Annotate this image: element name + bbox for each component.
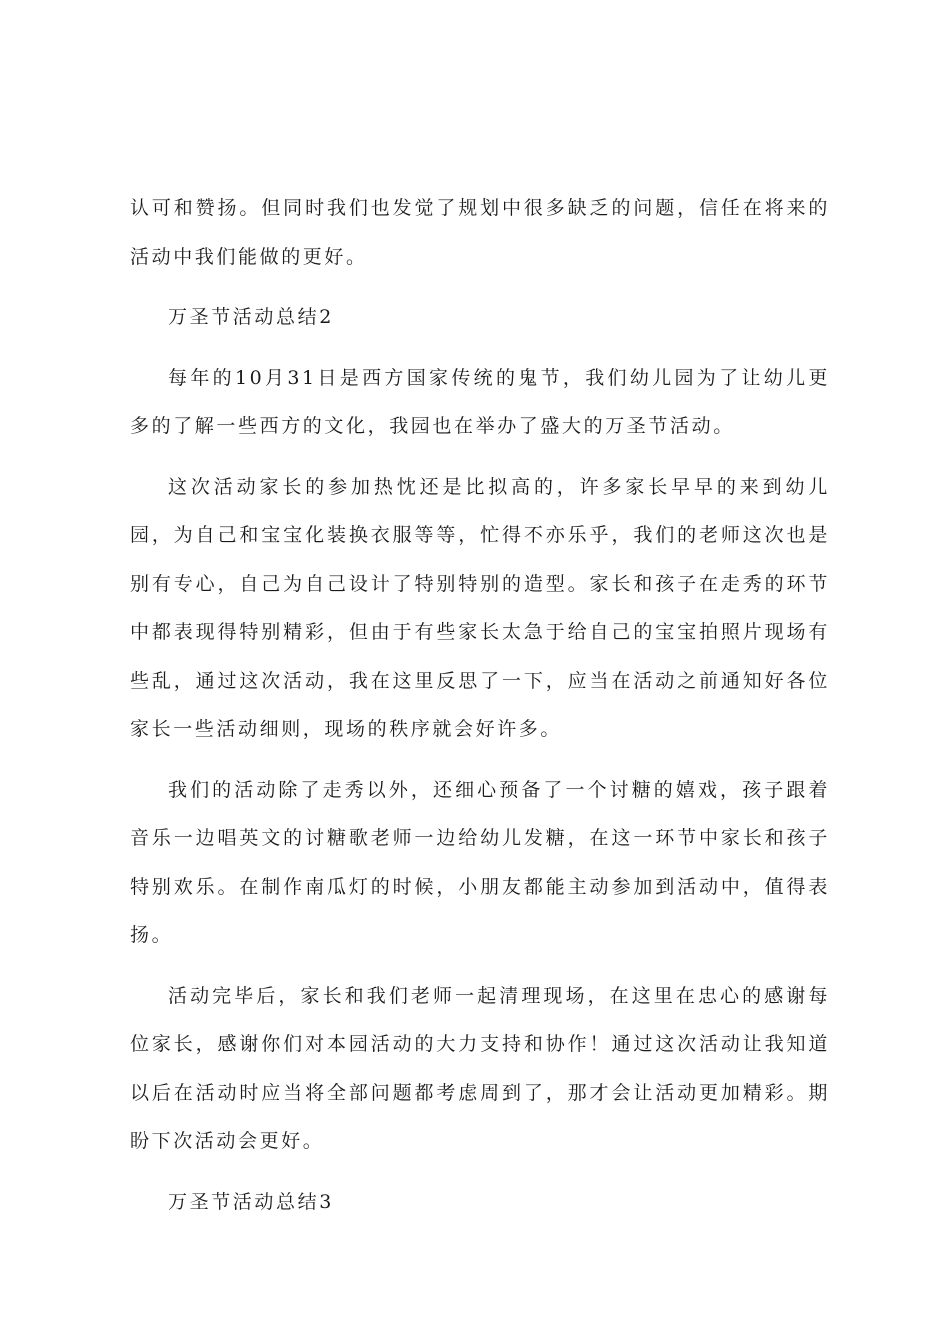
section-heading-3: 万圣节活动总结3 <box>168 1190 334 1213</box>
section-heading-2: 万圣节活动总结2 <box>168 306 334 328</box>
document-body <box>130 184 830 1226</box>
body-paragraph: 每年的10月31日是西方国家传统的鬼节，我们幼儿园为了让幼儿更多的了解一些西方的文化，我园也在举办了盛大的万圣节活动。 <box>130 366 830 437</box>
body-paragraph: 活动完毕后，家长和我们老师一起清理现场，在这里在忠心的感谢每位家长，感谢你们对本园活动的大力支持和协作！通过这次活动让我知道以后在活动时应当将全部问题都考虑周到了，那才会让活动更加精彩。期盼下次活动会更好。 <box>130 984 830 1152</box>
body-paragraph: 这次活动家长的参加热忱还是比拟高的，许多家长早早的来到幼儿园，为自己和宝宝化装换衣服等等，忙得不亦乐乎，我们的老师这次也是别有专心，自己为自己设计了特别特别的造型。家长和孩子在走秀的环节中都表现得特别精彩，但由于有些家长太急于给自己的宝宝拍照片现场有些乱，通过这次活动，我在这里反思了一下，应当在活动之前通知好各位家长一些活动细则，现场的秩序就会好许多。 <box>130 475 830 740</box>
continuation-paragraph: 认可和赞扬。但同时我们也发觉了规划中很多缺乏的问题，信任在将来的活动中我们能做的更好。 <box>130 197 830 268</box>
body-paragraph: 我们的活动除了走秀以外，还细心预备了一个讨糖的嬉戏，孩子跟着音乐一边唱英文的讨糖歌老师一边给幼儿发糖，在这一环节中家长和孩子特别欢乐。在制作南瓜灯的时候，小朋友都能主动参加到活动中，值得表扬。 <box>130 778 830 946</box>
